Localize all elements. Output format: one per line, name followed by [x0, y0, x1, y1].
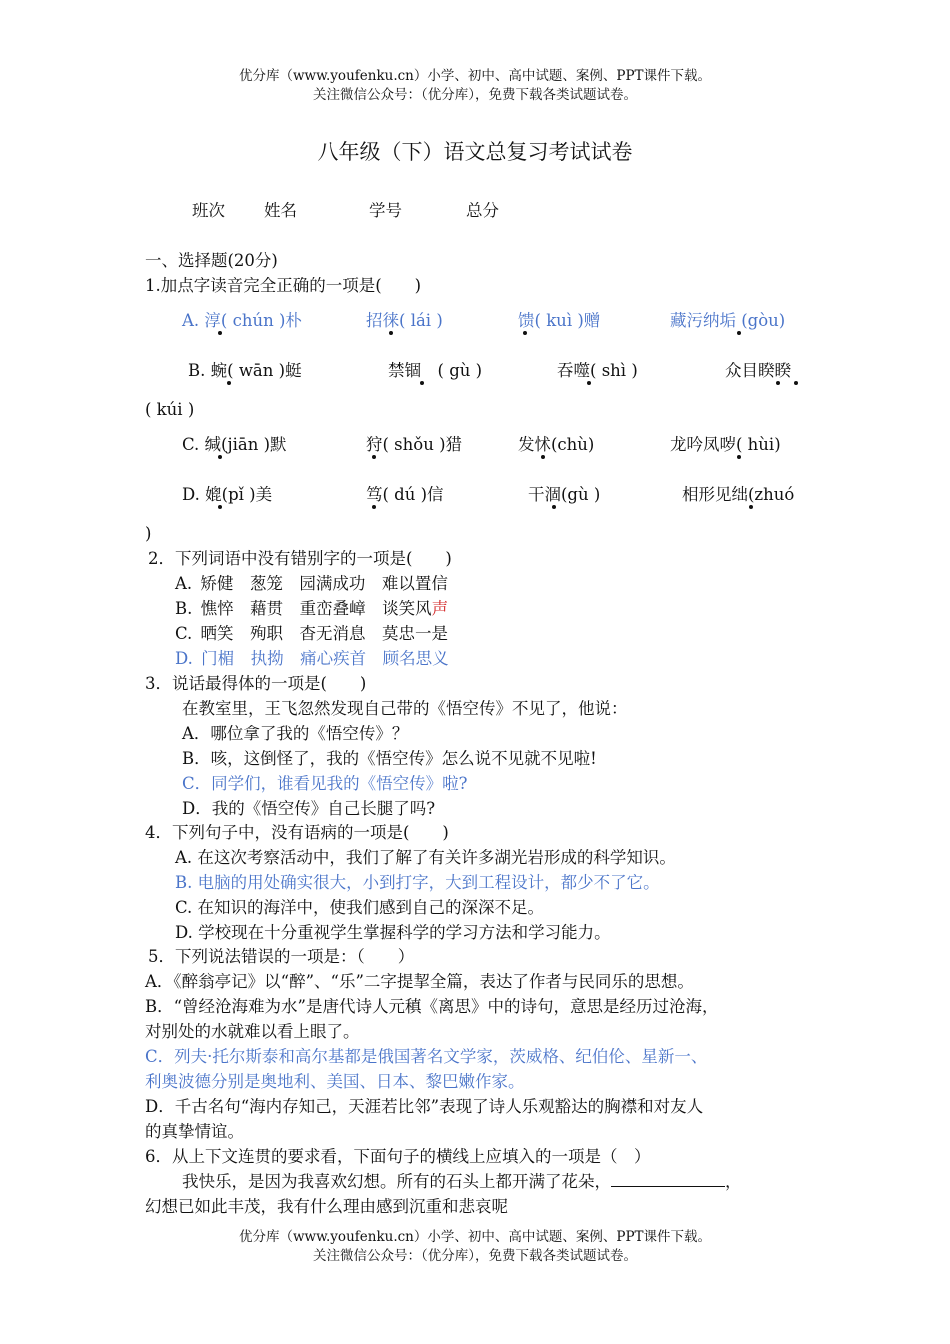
q3-context: 在教室里，王飞忽然发现自己带的《悟空传》不见了，他说： [182, 699, 628, 718]
q1-option-b-4: 众目睽睽 [725, 361, 791, 380]
q4-option-c: C. 在知识的海洋中，使我们感到自己的深深不足。 [175, 898, 545, 917]
emphasis-dot [737, 455, 741, 459]
emphasis-dot [587, 381, 591, 385]
q1-option-a-4: 藏污纳垢 (gòu) [670, 311, 786, 330]
q1-option-b-cont: ( kúi ) [145, 400, 195, 419]
q1-option-c-3: 发怵(chù) [518, 435, 595, 454]
emphasis-dot [372, 455, 376, 459]
q1-option-c-2: 狩( shǒu )猎 [366, 435, 463, 454]
number-label: 学号 [369, 201, 402, 220]
q2-option-d: D. 门楣 执拗 痛心疾首 顾名思义 [175, 649, 449, 668]
emphasis-dot [737, 331, 741, 335]
emphasis-dot [389, 331, 393, 335]
q5-option-c: C．列夫·托尔斯泰和高尔基都是俄国著名文学家，茨威格、纪伯伦、星新一、 [145, 1047, 708, 1066]
q3-stem: 3．说话最得体的一项是( ) [145, 674, 367, 693]
q1-option-b-3: 吞噬( shì ) [557, 361, 638, 380]
q4-option-a: A. 在这次考察活动中，我们了解了有关许多湖光岩形成的科学知识。 [175, 848, 676, 867]
q1-option-d-2: 笃( dú )信 [366, 485, 444, 504]
q1-option-b: B. 蜿( wān )蜓 [188, 361, 302, 380]
q4-option-d: D. 学校现在十分重视学生掌握科学的学习方法和学习能力。 [175, 923, 611, 942]
q1-option-a-2: 招徕( lái ) [366, 311, 443, 330]
q6-passage-line-2: 幻想已如此丰茂，我有什么理由感到沉重和悲哀呢 [145, 1197, 508, 1216]
footer-line-2: 关注微信公众号：（优分库），免费下载各类试题试卷。 [313, 1248, 637, 1264]
page-title: 八年级（下）语文总复习考试试卷 [317, 140, 633, 164]
q2-option-c: C. 晒笑 殉职 杳无消息 莫忠一是 [175, 624, 449, 643]
header-line-2: 关注微信公众号：（优分库），免费下载各类试题试卷。 [313, 87, 637, 103]
name-label: 姓名 [264, 201, 297, 220]
emphasis-dot [218, 505, 222, 509]
emphasis-dot [541, 455, 545, 459]
q1-stem: 1.加点字读音完全正确的一项是( ) [145, 276, 422, 295]
section-heading: 一、选择题(20分) [145, 251, 278, 270]
q5-stem: 5．下列说法错误的一项是：（ ） [148, 947, 415, 966]
emphasis-dot [749, 505, 753, 509]
class-label: 班次 [192, 201, 225, 220]
emphasis-dot [523, 331, 527, 335]
q2-option-a: A. 矫健 葱笼 园满成功 难以置信 [175, 574, 448, 593]
q3-option-b: B．咳，这倒怪了，我的《悟空传》怎么说不见就不见啦! [182, 749, 597, 768]
q1-option-d-4: 相形见绌(zhuó [682, 485, 795, 504]
emphasis-dot [794, 381, 798, 385]
q5-option-a: A．《醉翁亭记》以“醉”、“乐”二字提挈全篇，表达了作者与民同乐的思想。 [145, 972, 694, 991]
q4-stem: 4．下列句子中，没有语病的一项是( ) [145, 823, 449, 842]
q1-option-c-4: 龙吟凤哕( hùi) [670, 435, 781, 454]
emphasis-dot [552, 505, 556, 509]
header-line-1: 优分库（www.youfenku.cn）小学、初中、高中试题、案例、PPT课件下载。 [238, 68, 712, 84]
q1-option-b-2: 禁锢 ( gù ) [388, 361, 483, 380]
q1-option-a: A. 淳( chún )朴 [182, 311, 302, 330]
q6-passage-line-1: 我快乐，是因为我喜欢幻想。所有的石头上都开满了花朵， ， [182, 1172, 742, 1191]
emphasis-dot [776, 381, 780, 385]
q5-option-d-cont: 的真挚情谊。 [145, 1122, 244, 1141]
q3-option-c: C．同学们，谁看见我的《悟空传》啦? [182, 774, 468, 793]
emphasis-dot [218, 331, 222, 335]
q1-option-d: D. 媲(pǐ )美 [182, 485, 273, 504]
emphasis-dot [218, 455, 222, 459]
q5-option-c-cont: 利奥波德分别是奥地利、美国、日本、黎巴嫩作家。 [145, 1072, 525, 1091]
q6-stem: 6．从上下文连贯的要求看，下面句子的横线上应填入的一项是（ ） [145, 1147, 651, 1166]
q5-option-b-cont: 对别处的水就难以看上眼了。 [145, 1022, 360, 1041]
fill-blank[interactable] [611, 1172, 725, 1187]
q1-option-d-3: 干涸(gù ) [528, 485, 601, 504]
score-label: 总分 [466, 201, 499, 220]
q5-option-d: D．千古名句“海内存知己，天涯若比邻”表现了诗人乐观豁达的胸襟和对友人 [145, 1097, 704, 1116]
q1-option-c: C. 缄(jiān )默 [182, 435, 287, 454]
q3-option-d: D．我的《悟空传》自己长腿了吗? [182, 799, 436, 818]
emphasis-dot [372, 505, 376, 509]
footer-line-1: 优分库（www.youfenku.cn）小学、初中、高中试题、案例、PPT课件下载。 [238, 1229, 712, 1245]
q5-option-b: B．“曾经沧海难为水”是唐代诗人元稹《离思》中的诗句，意思是经历过沧海， [145, 997, 719, 1016]
q1-option-d-cont: ) [145, 524, 152, 543]
q2-option-b: B. 憔悴 藉贯 重峦叠嶂 谈笑风声 [175, 599, 449, 618]
q4-option-b: B. 电脑的用处确实很大，小到打字，大到工程设计，都少不了它。 [175, 873, 660, 892]
q1-option-a-3: 馈( kuì )赠 [518, 311, 601, 330]
emphasis-dot [227, 381, 231, 385]
emphasis-dot [420, 381, 424, 385]
q2-stem: 2．下列词语中没有错别字的一项是( ) [148, 549, 452, 568]
q3-option-a: A．哪位拿了我的《悟空传》？ [182, 724, 409, 743]
